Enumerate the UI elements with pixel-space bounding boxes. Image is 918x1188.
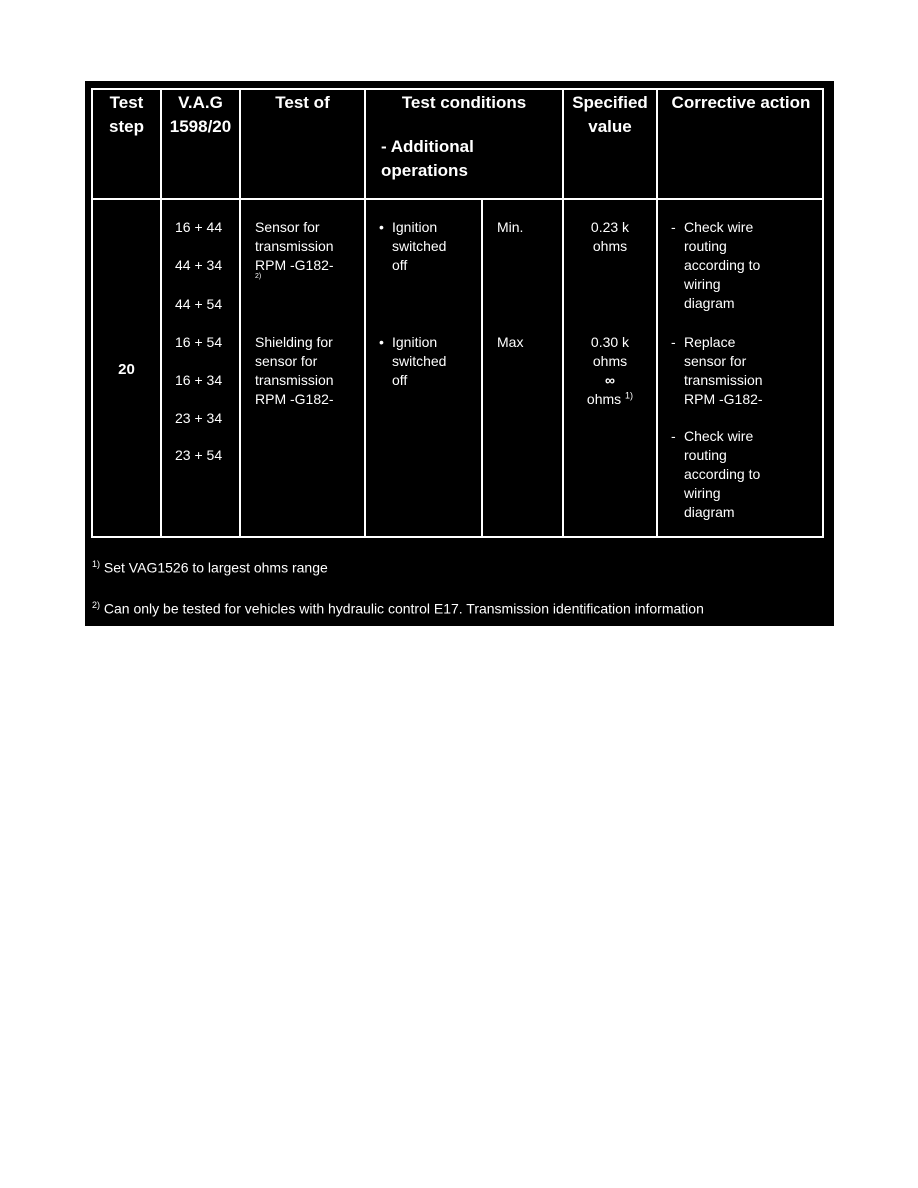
action-check-wire-1: Check wire routing according to wiring diagram xyxy=(684,219,761,311)
header-test-conditions: Test conditions xyxy=(401,93,527,112)
column-divider xyxy=(562,90,564,536)
header-test-step: Test step xyxy=(109,93,144,136)
action-check-wire-2: Check wire routing according to wiring diagram xyxy=(684,428,761,520)
footnote-1: $^{1)}$ Set VAG1526 to largest ohms range xyxy=(92,559,328,576)
footnote-ref: 1) xyxy=(625,390,634,401)
condition-2: Ignition switched off xyxy=(392,334,447,388)
test-table-panel xyxy=(85,81,834,626)
dash-icon: - xyxy=(671,428,676,444)
bullet-icon: • xyxy=(379,334,384,350)
test-of-sensor: Sensor for transmission RPM -G182- 2) xyxy=(255,219,334,280)
pin-pair: 16 + 54 xyxy=(175,334,223,350)
footnote-2: $^{2)}$ Can only be tested for vehicles with hydraulic control E17. Transmission identification information xyxy=(92,600,704,617)
specified-value-2: 0.30 k ohms ∞ ohms $^{1)}$ xyxy=(564,333,656,409)
bullet-icon: • xyxy=(379,219,384,235)
test-table xyxy=(91,88,824,538)
header-corrective-action: Corrective action xyxy=(671,93,811,112)
pin-pair: 16 + 44 xyxy=(175,219,223,235)
column-divider xyxy=(364,90,366,536)
test-of-shielding: Shielding for sensor for transmission RPM -G182- xyxy=(255,334,334,407)
header-test-of: Test of xyxy=(275,93,330,112)
header-vag: V.A.G 1598/20 xyxy=(169,93,232,136)
header-specified-value: Specified value xyxy=(572,93,648,136)
column-divider xyxy=(160,90,162,536)
specified-value-1: 0.23 k ohms xyxy=(590,219,630,254)
header-divider xyxy=(93,198,822,200)
header-additional-operations: - Additional operations xyxy=(381,137,474,180)
test-step-number: 20 xyxy=(118,361,135,378)
pin-pair: 23 + 54 xyxy=(175,447,223,463)
footnote-ref: 2) xyxy=(255,273,262,280)
column-divider xyxy=(239,90,241,536)
action-replace-sensor: Replace sensor for transmission RPM -G182- xyxy=(684,334,763,407)
pin-pair: 44 + 34 xyxy=(175,257,223,273)
column-divider xyxy=(656,90,658,536)
dash-icon: - xyxy=(671,219,676,235)
condition-1-limit: Min. xyxy=(497,219,524,235)
pin-pair: 44 + 54 xyxy=(175,296,223,312)
condition-1: Ignition switched off xyxy=(392,219,447,273)
condition-2-limit: Max xyxy=(497,334,524,350)
pin-pair: 23 + 34 xyxy=(175,410,223,426)
column-divider xyxy=(481,198,483,536)
infinity-symbol: ∞ xyxy=(605,372,615,388)
dash-icon: - xyxy=(671,334,676,350)
pin-pair: 16 + 34 xyxy=(175,372,223,388)
